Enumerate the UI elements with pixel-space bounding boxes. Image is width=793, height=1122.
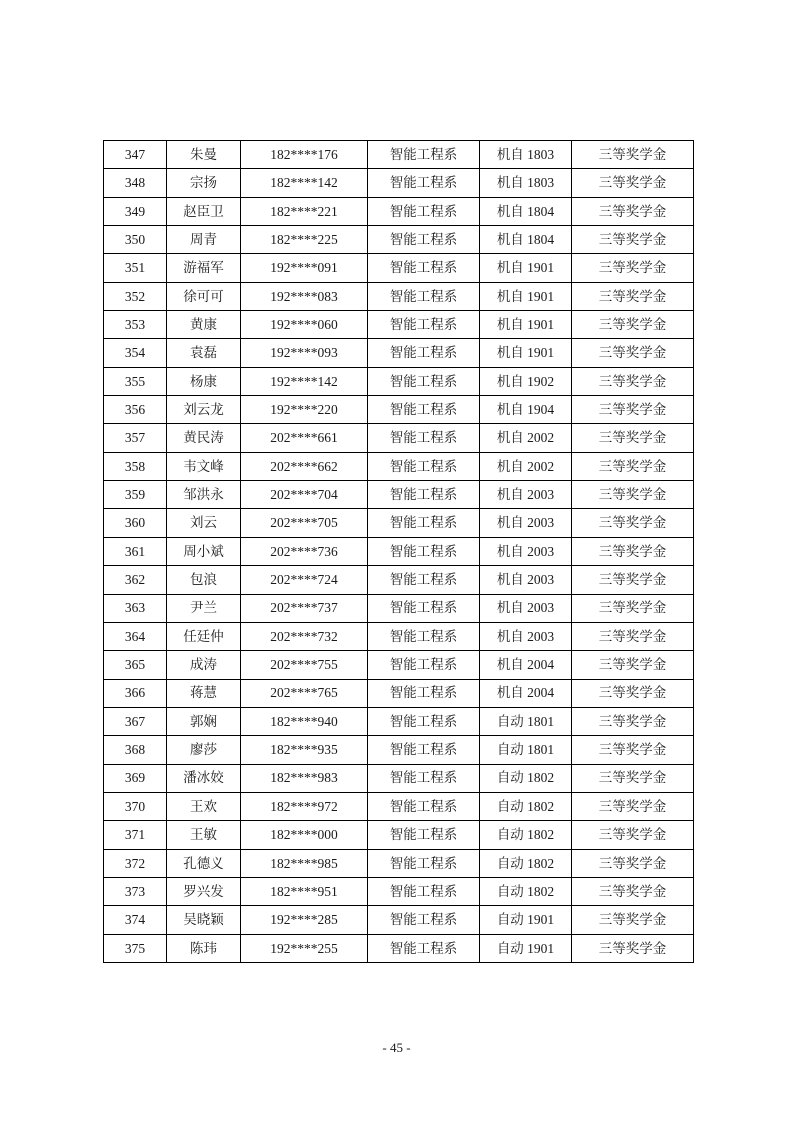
table-row: [104, 651, 694, 679]
cell-index: 368: [104, 736, 167, 764]
cell-department: 智能工程系: [368, 736, 480, 764]
cell-award: 三等奖学金: [572, 651, 694, 679]
table-row: [104, 566, 694, 594]
cell-name: 廖莎: [167, 736, 241, 764]
cell-award: 三等奖学金: [572, 282, 694, 310]
cell-name: 韦文峰: [167, 452, 241, 480]
cell-department: 智能工程系: [368, 367, 480, 395]
cell-student-id: 192****285: [241, 906, 368, 934]
cell-department: 智能工程系: [368, 141, 480, 169]
cell-department: 智能工程系: [368, 396, 480, 424]
table-row: [104, 934, 694, 962]
cell-student-id: 192****060: [241, 311, 368, 339]
scholarship-table: [103, 140, 694, 963]
cell-index: 364: [104, 622, 167, 650]
cell-index: 363: [104, 594, 167, 622]
cell-award: 三等奖学金: [572, 339, 694, 367]
cell-award: 三等奖学金: [572, 169, 694, 197]
table-row: [104, 906, 694, 934]
cell-name: 赵臣卫: [167, 197, 241, 225]
cell-name: 蒋慧: [167, 679, 241, 707]
table-row: [104, 537, 694, 565]
cell-student-id: 202****732: [241, 622, 368, 650]
cell-student-id: 182****983: [241, 764, 368, 792]
table-row: [104, 339, 694, 367]
cell-name: 袁磊: [167, 339, 241, 367]
cell-index: 371: [104, 821, 167, 849]
cell-name: 潘冰姣: [167, 764, 241, 792]
cell-name: 吴晓颖: [167, 906, 241, 934]
cell-department: 智能工程系: [368, 849, 480, 877]
cell-award: 三等奖学金: [572, 566, 694, 594]
table-row: [104, 594, 694, 622]
cell-name: 朱曼: [167, 141, 241, 169]
cell-name: 宗扬: [167, 169, 241, 197]
cell-award: 三等奖学金: [572, 764, 694, 792]
cell-student-id: 202****765: [241, 679, 368, 707]
cell-award: 三等奖学金: [572, 594, 694, 622]
table-row: [104, 311, 694, 339]
cell-student-id: 202****755: [241, 651, 368, 679]
cell-class: 机自 1803: [480, 169, 572, 197]
cell-index: 358: [104, 452, 167, 480]
cell-student-id: 182****972: [241, 792, 368, 820]
cell-index: 365: [104, 651, 167, 679]
cell-class: 自动 1802: [480, 821, 572, 849]
cell-index: 353: [104, 311, 167, 339]
cell-department: 智能工程系: [368, 339, 480, 367]
cell-index: 362: [104, 566, 167, 594]
cell-class: 机自 2003: [480, 594, 572, 622]
cell-class: 自动 1802: [480, 764, 572, 792]
cell-name: 孔德义: [167, 849, 241, 877]
cell-student-id: 192****091: [241, 254, 368, 282]
cell-index: 351: [104, 254, 167, 282]
cell-student-id: 202****737: [241, 594, 368, 622]
cell-student-id: 182****940: [241, 707, 368, 735]
cell-department: 智能工程系: [368, 821, 480, 849]
cell-student-id: 202****705: [241, 509, 368, 537]
cell-student-id: 202****661: [241, 424, 368, 452]
cell-student-id: 192****142: [241, 367, 368, 395]
cell-class: 自动 1802: [480, 849, 572, 877]
table-row: [104, 452, 694, 480]
cell-department: 智能工程系: [368, 226, 480, 254]
cell-class: 机自 1901: [480, 282, 572, 310]
cell-class: 机自 2002: [480, 424, 572, 452]
cell-student-id: 202****724: [241, 566, 368, 594]
cell-award: 三等奖学金: [572, 141, 694, 169]
table-row: [104, 707, 694, 735]
cell-name: 周青: [167, 226, 241, 254]
cell-index: 355: [104, 367, 167, 395]
cell-award: 三等奖学金: [572, 736, 694, 764]
cell-class: 自动 1801: [480, 736, 572, 764]
cell-class: 机自 1804: [480, 226, 572, 254]
cell-class: 机自 2003: [480, 481, 572, 509]
cell-department: 智能工程系: [368, 934, 480, 962]
cell-name: 邹洪永: [167, 481, 241, 509]
cell-student-id: 182****985: [241, 849, 368, 877]
table-row: [104, 849, 694, 877]
cell-department: 智能工程系: [368, 622, 480, 650]
cell-index: 367: [104, 707, 167, 735]
cell-index: 350: [104, 226, 167, 254]
cell-award: 三等奖学金: [572, 821, 694, 849]
cell-department: 智能工程系: [368, 792, 480, 820]
cell-class: 机自 2002: [480, 452, 572, 480]
cell-student-id: 182****142: [241, 169, 368, 197]
cell-award: 三等奖学金: [572, 396, 694, 424]
cell-student-id: 182****176: [241, 141, 368, 169]
table-row: [104, 396, 694, 424]
cell-index: 361: [104, 537, 167, 565]
table-row: [104, 169, 694, 197]
cell-student-id: 182****221: [241, 197, 368, 225]
cell-name: 罗兴发: [167, 877, 241, 905]
cell-award: 三等奖学金: [572, 934, 694, 962]
cell-student-id: 192****255: [241, 934, 368, 962]
cell-award: 三等奖学金: [572, 311, 694, 339]
cell-name: 成涛: [167, 651, 241, 679]
cell-award: 三等奖学金: [572, 622, 694, 650]
cell-name: 王敏: [167, 821, 241, 849]
cell-class: 机自 1901: [480, 254, 572, 282]
table-row: [104, 509, 694, 537]
cell-department: 智能工程系: [368, 651, 480, 679]
cell-index: 357: [104, 424, 167, 452]
cell-index: 366: [104, 679, 167, 707]
cell-award: 三等奖学金: [572, 424, 694, 452]
cell-student-id: 182****000: [241, 821, 368, 849]
cell-award: 三等奖学金: [572, 367, 694, 395]
cell-index: 352: [104, 282, 167, 310]
cell-index: 349: [104, 197, 167, 225]
table-row: [104, 481, 694, 509]
table-row: [104, 679, 694, 707]
cell-name: 包浪: [167, 566, 241, 594]
table-row: [104, 736, 694, 764]
cell-department: 智能工程系: [368, 481, 480, 509]
cell-name: 游福军: [167, 254, 241, 282]
cell-department: 智能工程系: [368, 254, 480, 282]
cell-class: 自动 1801: [480, 707, 572, 735]
cell-name: 黄康: [167, 311, 241, 339]
table-row: [104, 254, 694, 282]
cell-award: 三等奖学金: [572, 792, 694, 820]
cell-class: 机自 1901: [480, 339, 572, 367]
cell-department: 智能工程系: [368, 764, 480, 792]
cell-index: 359: [104, 481, 167, 509]
cell-department: 智能工程系: [368, 509, 480, 537]
cell-name: 杨康: [167, 367, 241, 395]
cell-award: 三等奖学金: [572, 537, 694, 565]
cell-class: 机自 2003: [480, 566, 572, 594]
cell-index: 360: [104, 509, 167, 537]
cell-class: 自动 1901: [480, 906, 572, 934]
table-row: [104, 367, 694, 395]
cell-index: 375: [104, 934, 167, 962]
cell-index: 373: [104, 877, 167, 905]
table-row: [104, 821, 694, 849]
cell-class: 机自 1804: [480, 197, 572, 225]
cell-student-id: 202****662: [241, 452, 368, 480]
cell-department: 智能工程系: [368, 197, 480, 225]
cell-name: 刘云: [167, 509, 241, 537]
cell-name: 周小斌: [167, 537, 241, 565]
table-row: [104, 197, 694, 225]
cell-class: 机自 2004: [480, 679, 572, 707]
cell-class: 机自 2004: [480, 651, 572, 679]
table-row: [104, 424, 694, 452]
cell-department: 智能工程系: [368, 282, 480, 310]
cell-name: 王欢: [167, 792, 241, 820]
cell-name: 徐可可: [167, 282, 241, 310]
cell-index: 354: [104, 339, 167, 367]
scholarship-table-body: [104, 141, 694, 963]
cell-department: 智能工程系: [368, 707, 480, 735]
cell-student-id: 192****220: [241, 396, 368, 424]
cell-name: 黄民涛: [167, 424, 241, 452]
cell-class: 机自 1904: [480, 396, 572, 424]
table-row: [104, 622, 694, 650]
cell-class: 机自 2003: [480, 622, 572, 650]
cell-student-id: 202****704: [241, 481, 368, 509]
cell-index: 369: [104, 764, 167, 792]
cell-award: 三等奖学金: [572, 226, 694, 254]
cell-department: 智能工程系: [368, 311, 480, 339]
cell-department: 智能工程系: [368, 679, 480, 707]
cell-student-id: 192****083: [241, 282, 368, 310]
cell-department: 智能工程系: [368, 452, 480, 480]
cell-index: 372: [104, 849, 167, 877]
cell-name: 刘云龙: [167, 396, 241, 424]
cell-award: 三等奖学金: [572, 197, 694, 225]
cell-index: 356: [104, 396, 167, 424]
cell-award: 三等奖学金: [572, 877, 694, 905]
cell-name: 尹兰: [167, 594, 241, 622]
cell-award: 三等奖学金: [572, 481, 694, 509]
cell-award: 三等奖学金: [572, 452, 694, 480]
cell-class: 机自 2003: [480, 537, 572, 565]
cell-student-id: 182****935: [241, 736, 368, 764]
cell-name: 郭娴: [167, 707, 241, 735]
table-row: [104, 764, 694, 792]
cell-index: 348: [104, 169, 167, 197]
cell-class: 自动 1901: [480, 934, 572, 962]
table-row: [104, 792, 694, 820]
cell-name: 任廷仲: [167, 622, 241, 650]
cell-award: 三等奖学金: [572, 707, 694, 735]
cell-class: 机自 1803: [480, 141, 572, 169]
table-row: [104, 282, 694, 310]
page-number: - 45 -: [382, 1040, 411, 1055]
cell-student-id: 192****093: [241, 339, 368, 367]
cell-index: 347: [104, 141, 167, 169]
table-row: [104, 226, 694, 254]
cell-student-id: 202****736: [241, 537, 368, 565]
cell-class: 自动 1802: [480, 792, 572, 820]
cell-department: 智能工程系: [368, 906, 480, 934]
cell-department: 智能工程系: [368, 169, 480, 197]
cell-class: 自动 1802: [480, 877, 572, 905]
table-row: [104, 141, 694, 169]
cell-department: 智能工程系: [368, 424, 480, 452]
cell-class: 机自 1902: [480, 367, 572, 395]
cell-award: 三等奖学金: [572, 254, 694, 282]
cell-department: 智能工程系: [368, 566, 480, 594]
cell-student-id: 182****225: [241, 226, 368, 254]
cell-student-id: 182****951: [241, 877, 368, 905]
cell-award: 三等奖学金: [572, 679, 694, 707]
cell-index: 370: [104, 792, 167, 820]
table-row: [104, 877, 694, 905]
cell-class: 机自 2003: [480, 509, 572, 537]
cell-department: 智能工程系: [368, 537, 480, 565]
cell-department: 智能工程系: [368, 877, 480, 905]
cell-award: 三等奖学金: [572, 509, 694, 537]
cell-award: 三等奖学金: [572, 849, 694, 877]
cell-index: 374: [104, 906, 167, 934]
cell-name: 陈玮: [167, 934, 241, 962]
cell-class: 机自 1901: [480, 311, 572, 339]
cell-department: 智能工程系: [368, 594, 480, 622]
cell-award: 三等奖学金: [572, 906, 694, 934]
